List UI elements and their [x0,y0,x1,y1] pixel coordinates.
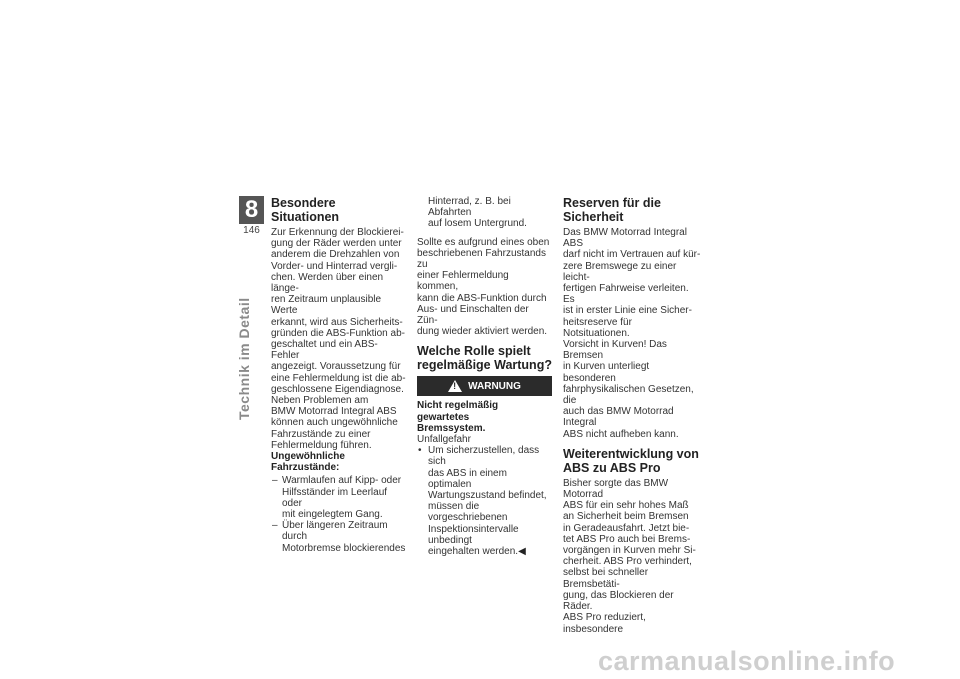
heading-besondere-situationen: Besondere Situationen [271,196,340,224]
dash-marker: – [272,520,278,532]
warning-hazard: Unfallgefahr [417,434,471,446]
paragraph-reserven: Das BMW Motorrad Integral ABS darf nicht im Vertrauen auf kür- zere Bremswege zu einer leicht- fertigen Fahrweise verleiten. Es ist in erster Linie eine Sicher- heitsreserve für Notsituationen. Vorsicht in Kurven! Das Bremsen in Kurven unterliegt besonderen fahrphysikalischen Gesetzen, die auch das BMW Motorrad Integral ABS nicht aufheben kann. [563,227,701,440]
list-item: – Über längeren Zeitraum durch Motorbremse blockierendes [272,520,406,554]
heading-wartung: Welche Rolle spielt regelmäßige Wartung? [417,344,552,373]
paragraph-abs-pro: Bisher sorgte das BMW Motorrad ABS für ein sehr hohes Maß an Sicherheit beim Bremsen in Geradeausfahrt. Jetzt bie- tet ABS Pro auch bei Brems- vorgängen in Kurven mehr Si- cherheit. ABS Pro verhindert, selbst bei schneller Bremsbetäti- gung, das Blockieren der Räder. ABS Pro reduziert, insbesondere [563,477,696,635]
warning-triangle-icon [448,380,462,392]
paragraph-fehlermeldung: Sollte es aufgrund eines oben beschriebenen Fahrzustands zu einer Fehlermeldung kommen, kann die ABS-Funktion durch Aus- und Einschalten der Zün- dung wieder aktiviert werden. [417,236,550,338]
page-number: 146 [243,225,260,236]
chapter-number-tab: 8 [239,196,264,224]
text-column-3 [563,196,701,635]
heading-reserven: Reserven für die Sicherheit [563,196,661,224]
list-item: • Um sicherzustellen, dass sich das ABS in einem optimalen Wartungszustand befindet, müssen die vorgeschriebenen Inspektionsintervalle unbedingt eingehalten werden.◀ [418,445,547,558]
list-item: – Warmlaufen auf Kipp- oder Hilfsständer im Leerlauf oder mit eingelegtem Gang. [272,475,402,521]
warning-label: WARNUNG [468,380,521,392]
text-column-2 [417,196,552,557]
paragraph-erkennung: Zur Erkennung der Blockierei- gung der Räder werden unter anderem die Drehzahlen von Vorder- und Hinterrad vergli- chen. Werden über einen länge- ren Zeitraum unplausible Werte erkannt, wird aus Sicherheits- gründen die ABS-Funktion ab- geschaltet und ein ABS-Fehler angezeigt. Voraussetzung für eine Fehlermeldung ist die ab- geschlossene Eigendiagnose. [271,227,406,395]
paragraph-neben-problemen: Neben Problemen am BMW Motorrad Integral ABS können auch ungewöhnliche Fahrzustände zu einer Fehlermeldung führen. [271,395,398,451]
site-watermark: carmanualsonline.info [598,646,896,676]
warning-banner [417,376,552,396]
bullet-marker: • [418,445,422,457]
list-item-continuation: Hinterrad, z. B. bei Abfahrten auf losem Untergrund. [428,196,527,230]
end-marker-icon: ◀ [518,546,526,558]
subheading-fahrzustaende: Ungewöhnliche Fahrzustände: [271,451,345,474]
heading-abs-pro: Weiterentwicklung von ABS zu ABS Pro [563,446,699,475]
warning-title: Nicht regelmäßig gewartetes Bremssystem. [417,400,499,434]
dash-marker: – [272,475,278,487]
text-column-1 [271,196,406,554]
chapter-side-title: Technik im Detail [236,297,252,420]
